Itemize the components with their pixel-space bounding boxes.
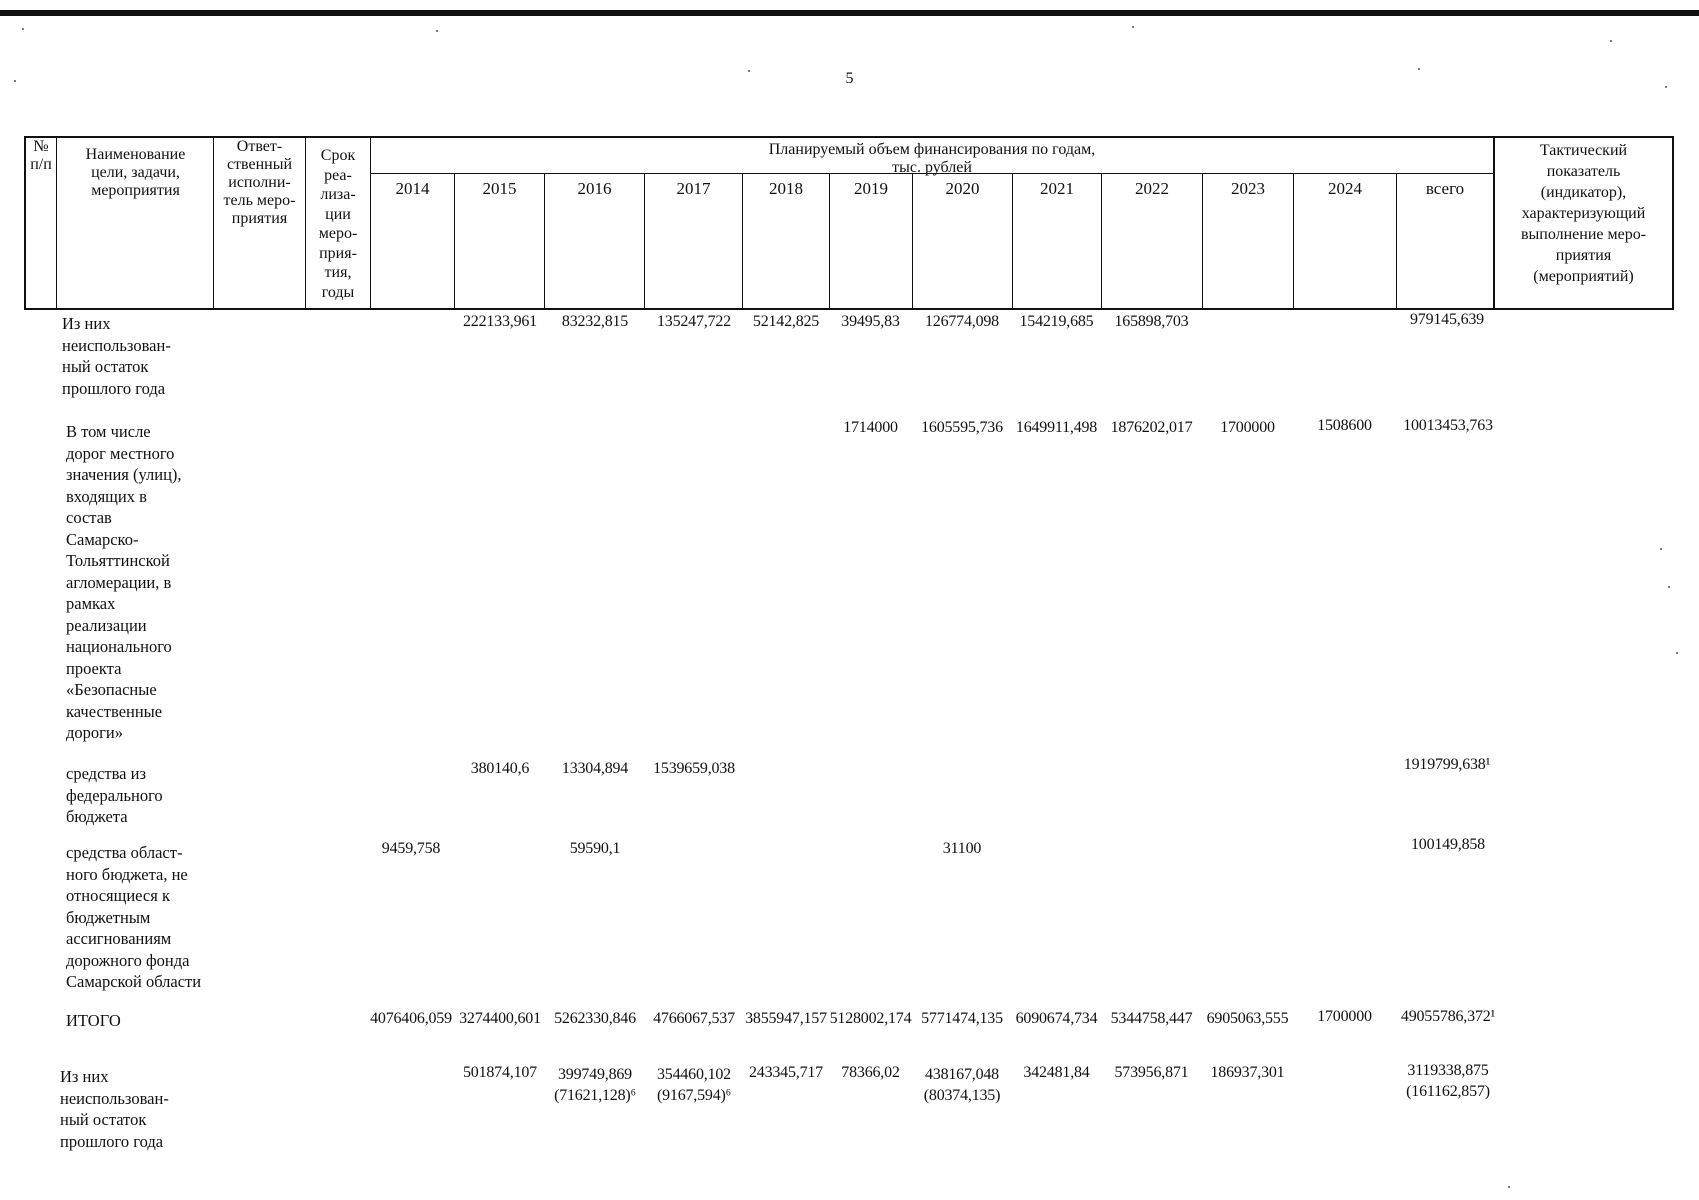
row-label: Из них неиспользован- ный остаток прошлого года [60, 1067, 169, 1151]
row-value: 342481,84 [1023, 1064, 1090, 1081]
row-value: 100149,858 [1410, 836, 1485, 853]
row-value: 13304,894 [561, 760, 629, 777]
header-responsible: Ответ- ственный исполни- тель меро- приятия [223, 138, 296, 227]
header-year: 2024 [1328, 180, 1362, 198]
row-value: 52142,825 [752, 313, 820, 330]
row-value: 39495,83 [841, 313, 900, 330]
header-name: Наименование цели, задачи, мероприятия [85, 146, 186, 199]
header-year: 2014 [395, 180, 430, 198]
row-value: 3119338,875 (161162,857) [1406, 1062, 1490, 1100]
row-value: 9459,758 [381, 840, 441, 857]
row-value: 1649911,498 [1015, 419, 1098, 436]
header-year: 2021 [1040, 180, 1074, 198]
row-value: 31100 [942, 840, 982, 857]
header-term: Срок реа- лиза- ции меро- прия- тия, годы [318, 147, 358, 301]
scan-speck [1668, 586, 1670, 588]
row-value: 186937,301 [1210, 1064, 1285, 1081]
row-value: 5128002,174 [829, 1010, 912, 1027]
row-value: 354460,102 (9167,594)⁶ [656, 1066, 732, 1104]
row-value: 4076406,059 [370, 1010, 452, 1027]
row-value: 1919799,638¹ [1403, 756, 1491, 773]
row-value: 3274400,601 [459, 1010, 541, 1027]
row-label: Из них неиспользован- ный остаток прошлого года [62, 314, 171, 398]
row-value: 154219,685 [1019, 313, 1094, 330]
row-value: 5262330,846 [554, 1010, 636, 1027]
scan-speck [436, 30, 438, 32]
scan-speck [22, 28, 24, 30]
row-label: В том числе дорог местного значения (улиц), входящих в состав Самарско- Тольяттинской агломерации, в рамках реализации национального проекта «Безопасные качественные дороги» [66, 422, 182, 742]
header-year: 2015 [482, 180, 517, 198]
row-value: 78366,02 [841, 1064, 900, 1081]
row-value: 49055786,372¹ [1400, 1008, 1496, 1025]
row-value: 1876202,017 [1110, 419, 1193, 436]
scan-speck [1676, 652, 1678, 654]
header-year: 2023 [1231, 180, 1265, 198]
row-label: ИТОГО [66, 1011, 121, 1030]
row-value: 380140,6 [470, 760, 530, 777]
row-value: 1700000 [1220, 419, 1275, 436]
row-value: 573956,871 [1114, 1064, 1189, 1081]
row-value: 6905063,555 [1206, 1010, 1289, 1027]
header-num: № п/п [30, 138, 52, 173]
row-value: 4766067,537 [653, 1010, 735, 1027]
row-label: средства из федерального бюджета [66, 764, 163, 826]
scan-speck [1418, 68, 1420, 70]
row-value: 5344758,447 [1110, 1010, 1193, 1027]
scan-speck [1660, 548, 1662, 550]
header-year: 2016 [577, 180, 612, 198]
row-value: 979145,639 [1409, 311, 1484, 328]
row-value: 83232,815 [561, 313, 629, 330]
row-value: 1605595,736 [921, 419, 1003, 436]
row-value: 165898,703 [1114, 313, 1189, 330]
row-value: 6090674,734 [1015, 1010, 1098, 1027]
header-year: 2020 [945, 180, 980, 198]
row-value: 1714000 [843, 419, 898, 436]
header-year: 2017 [676, 180, 711, 198]
header-indicator: Тактический показатель (индикатор), характеризующий выполнение меро- приятия (мероприятий) [1520, 142, 1647, 285]
scan-speck [1665, 86, 1667, 88]
scan-speck [14, 80, 16, 82]
row-value: 222133,961 [462, 313, 537, 330]
row-label: средства област- ного бюджета, не относящиеся к бюджетным ассигнованиям дорожного фонда Самарской области [66, 843, 202, 991]
scan-speck [1132, 26, 1134, 28]
row-value: 243345,717 [748, 1064, 823, 1081]
header-year: 2019 [854, 180, 888, 198]
header-year: всего [1425, 180, 1465, 198]
header-year: 2022 [1135, 180, 1169, 198]
row-value: 1508600 [1317, 417, 1372, 434]
row-value: 126774,098 [924, 313, 999, 330]
row-value: 5771474,135 [921, 1010, 1003, 1027]
row-value: 3855947,157 [745, 1010, 827, 1027]
row-value: 438167,048 (80374,135) [923, 1066, 1001, 1104]
row-value: 501874,107 [462, 1064, 537, 1081]
scan-speck [1508, 1186, 1510, 1188]
row-value: 10013453,763 [1403, 417, 1493, 434]
row-value: 399749,869 (71621,128)⁶ [554, 1066, 636, 1104]
header-year: 2018 [769, 180, 803, 198]
row-value: 135247,722 [656, 313, 731, 330]
row-value: 59590,1 [569, 840, 621, 857]
row-value: 1539659,038 [653, 760, 735, 777]
page-number: 5 [845, 70, 854, 87]
scan-speck [1610, 40, 1612, 42]
row-value: 1700000 [1317, 1008, 1372, 1025]
scan-speck [748, 70, 750, 72]
header-funding: Планируемый объем финансирования по годам, тыс. рублей [768, 141, 1096, 176]
